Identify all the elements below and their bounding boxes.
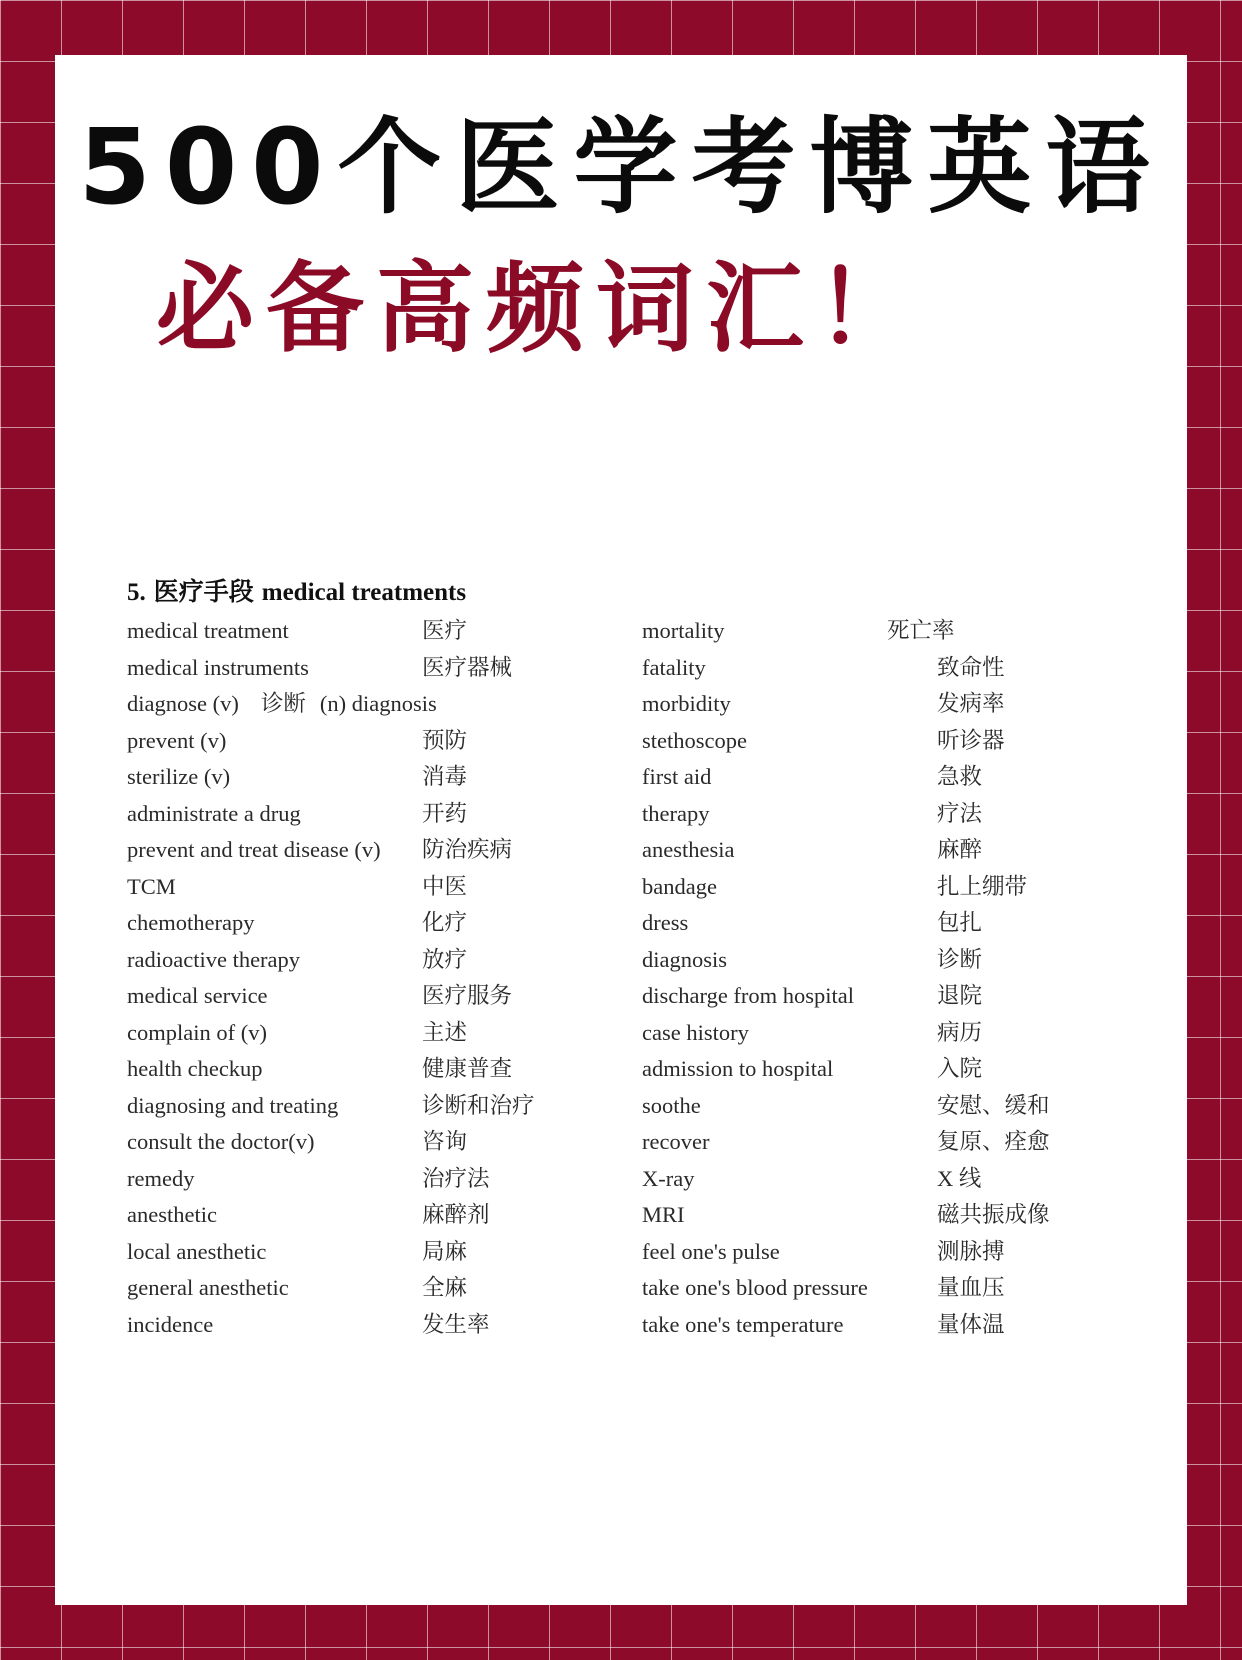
- vocab-row: [642, 796, 1122, 833]
- paper-card: [55, 55, 1187, 1605]
- section-title-zh: 医疗手段: [153, 579, 254, 606]
- vocab-row: [642, 759, 1122, 796]
- page-subtitle: 必备高频词汇！: [155, 252, 926, 366]
- right-column: [642, 613, 1122, 1343]
- term-en: local anesthetic: [127, 1238, 267, 1264]
- term-zh: 病历: [937, 1019, 983, 1045]
- term-zh: 医疗器械: [422, 654, 513, 680]
- term-zh: 入院: [937, 1056, 983, 1081]
- vocab-row: [127, 1197, 607, 1234]
- term-zh: 化疗: [422, 910, 468, 935]
- term-en: MRI: [642, 1202, 685, 1227]
- term-en: medical treatment: [127, 618, 289, 643]
- term-en: remedy: [127, 1165, 195, 1191]
- vocab-row: [642, 650, 1122, 687]
- vocab-row: [642, 1088, 1122, 1125]
- term-en: anesthetic: [127, 1202, 217, 1227]
- term-zh: 诊断: [937, 946, 983, 972]
- vocab-row: [642, 942, 1122, 979]
- term-zh: 退院: [937, 983, 983, 1008]
- vocab-row: [642, 869, 1122, 906]
- term-en: take one's temperature: [642, 1311, 844, 1337]
- term-en: case history: [642, 1019, 749, 1045]
- vocab-row: [127, 759, 607, 796]
- term-zh: 咨询: [422, 1129, 468, 1154]
- vocab-row: [642, 1015, 1122, 1052]
- vocab-row: [127, 1270, 607, 1307]
- term-zh: 局麻: [422, 1238, 468, 1264]
- term-zh: 消毒: [422, 764, 468, 789]
- term-zh: 中医: [422, 873, 468, 899]
- term-zh: 测脉搏: [937, 1238, 1005, 1264]
- term-zh: 急救: [937, 764, 983, 789]
- left-column: [127, 613, 607, 1343]
- term-en: sterilize (v): [127, 764, 231, 789]
- term-zh: 医疗: [422, 618, 468, 643]
- vocab-row: [127, 723, 607, 760]
- vocab-row: [127, 686, 607, 723]
- vocab-row: [127, 613, 607, 650]
- vocab-row: [127, 905, 607, 942]
- vocab-row: [642, 1307, 1122, 1344]
- term-en: diagnosis: [642, 946, 728, 972]
- vocab-row: [127, 942, 607, 979]
- vocab-row: [642, 723, 1122, 760]
- vocab-row: [127, 1234, 607, 1271]
- vocab-row: [127, 1161, 607, 1198]
- term-en: incidence: [127, 1311, 214, 1337]
- term-en: complain of (v): [127, 1019, 267, 1045]
- page-title: 500个医学考博英语: [78, 106, 1164, 228]
- term-en: bandage: [642, 873, 717, 899]
- term-en: medical instruments: [127, 654, 309, 680]
- term-zh: X 线: [937, 1165, 982, 1191]
- term-zh: 麻醉: [937, 837, 983, 862]
- vocab-row: [127, 1051, 607, 1088]
- term-zh: 发生率: [422, 1311, 490, 1337]
- term-en: chemotherapy: [127, 910, 255, 935]
- vocab-row: [127, 1307, 607, 1344]
- term-en: morbidity: [642, 691, 731, 716]
- term-zh: 开药: [422, 800, 468, 826]
- vocab-row: [642, 1270, 1122, 1307]
- term-zh: 麻醉剂: [422, 1202, 490, 1227]
- vocab-row: [642, 1161, 1122, 1198]
- term-en: prevent and treat disease (v): [127, 837, 381, 862]
- term-en: recover: [642, 1129, 710, 1154]
- term-en: take one's blood pressure: [642, 1275, 868, 1300]
- vocab-row: [127, 650, 607, 687]
- term-zh: 主述: [422, 1019, 468, 1045]
- term-zh: 医疗服务: [422, 983, 513, 1008]
- term-en: diagnose (v): [127, 691, 239, 716]
- term-en: first aid: [642, 764, 712, 789]
- vocab-row: [127, 832, 607, 869]
- term-en: general anesthetic: [127, 1275, 289, 1300]
- term-zh: 听诊器: [937, 727, 1005, 753]
- term-en: stethoscope: [642, 727, 747, 753]
- term-en: administrate a drug: [127, 800, 301, 826]
- term-zh: 扎上绷带: [937, 873, 1028, 899]
- vocab-row: [127, 1124, 607, 1161]
- term-zh: 诊断和治疗: [422, 1092, 535, 1118]
- term-en: soothe: [642, 1092, 701, 1118]
- term-zh: 防治疾病: [422, 837, 513, 862]
- term-en: anesthesia: [642, 837, 735, 862]
- term-zh: 死亡率: [887, 618, 955, 643]
- term-zh: 健康普查: [422, 1056, 513, 1081]
- vocab-row: [642, 832, 1122, 869]
- term-zh: 致命性: [937, 654, 1005, 680]
- term-zh: 诊断: [260, 691, 306, 716]
- term-en: X-ray: [642, 1165, 695, 1191]
- vocab-row: [642, 686, 1122, 723]
- term-zh: 复原、痊愈: [937, 1129, 1050, 1154]
- vocab-columns: [127, 613, 1127, 1337]
- term-en: fatality: [642, 654, 706, 680]
- term-zh: 包扎: [937, 910, 983, 935]
- term-en-combined: [127, 686, 437, 723]
- term-en: TCM: [127, 873, 176, 899]
- term-zh: 治疗法: [422, 1165, 490, 1191]
- vocab-row: [642, 1197, 1122, 1234]
- term-zh: 安慰、缓和: [937, 1092, 1050, 1118]
- vocab-row: [642, 613, 1122, 650]
- vocab-row: [642, 1051, 1122, 1088]
- vocab-row: [127, 1015, 607, 1052]
- term-zh: 量体温: [937, 1311, 1005, 1337]
- vocab-row: [642, 1234, 1122, 1271]
- vocab-row: [127, 869, 607, 906]
- vocab-row: [127, 796, 607, 833]
- term-zh: 放疗: [422, 946, 468, 972]
- vocab-row: [642, 905, 1122, 942]
- term-zh: 预防: [422, 727, 468, 753]
- term-en: consult the doctor(v): [127, 1129, 315, 1154]
- term-zh: 发病率: [937, 691, 1005, 716]
- vocab-section: [127, 575, 1127, 1337]
- term-zh: 磁共振成像: [937, 1202, 1050, 1227]
- term-en: mortality: [642, 618, 725, 643]
- term-zh: 全麻: [422, 1275, 468, 1300]
- section-title-en: medical treatments: [261, 579, 467, 606]
- vocab-row: [642, 978, 1122, 1015]
- term-en: dress: [642, 910, 689, 935]
- term-en: therapy: [642, 800, 710, 826]
- term-en: admission to hospital: [642, 1056, 834, 1081]
- term-en: feel one's pulse: [642, 1238, 780, 1264]
- vocab-row: [127, 978, 607, 1015]
- term-en: health checkup: [127, 1056, 263, 1081]
- term-en: diagnosing and treating: [127, 1092, 339, 1118]
- section-heading: [127, 575, 1127, 611]
- vocab-row: [127, 1088, 607, 1125]
- section-number: 5.: [127, 579, 146, 606]
- term-zh: 量血压: [937, 1275, 1005, 1300]
- term-en: medical service: [127, 983, 268, 1008]
- term-en: prevent (v): [127, 727, 227, 753]
- vocab-row: [642, 1124, 1122, 1161]
- term-extra: (n) diagnosis: [319, 691, 437, 716]
- term-zh: 疗法: [937, 800, 983, 826]
- term-en: radioactive therapy: [127, 946, 301, 972]
- term-en: discharge from hospital: [642, 983, 855, 1008]
